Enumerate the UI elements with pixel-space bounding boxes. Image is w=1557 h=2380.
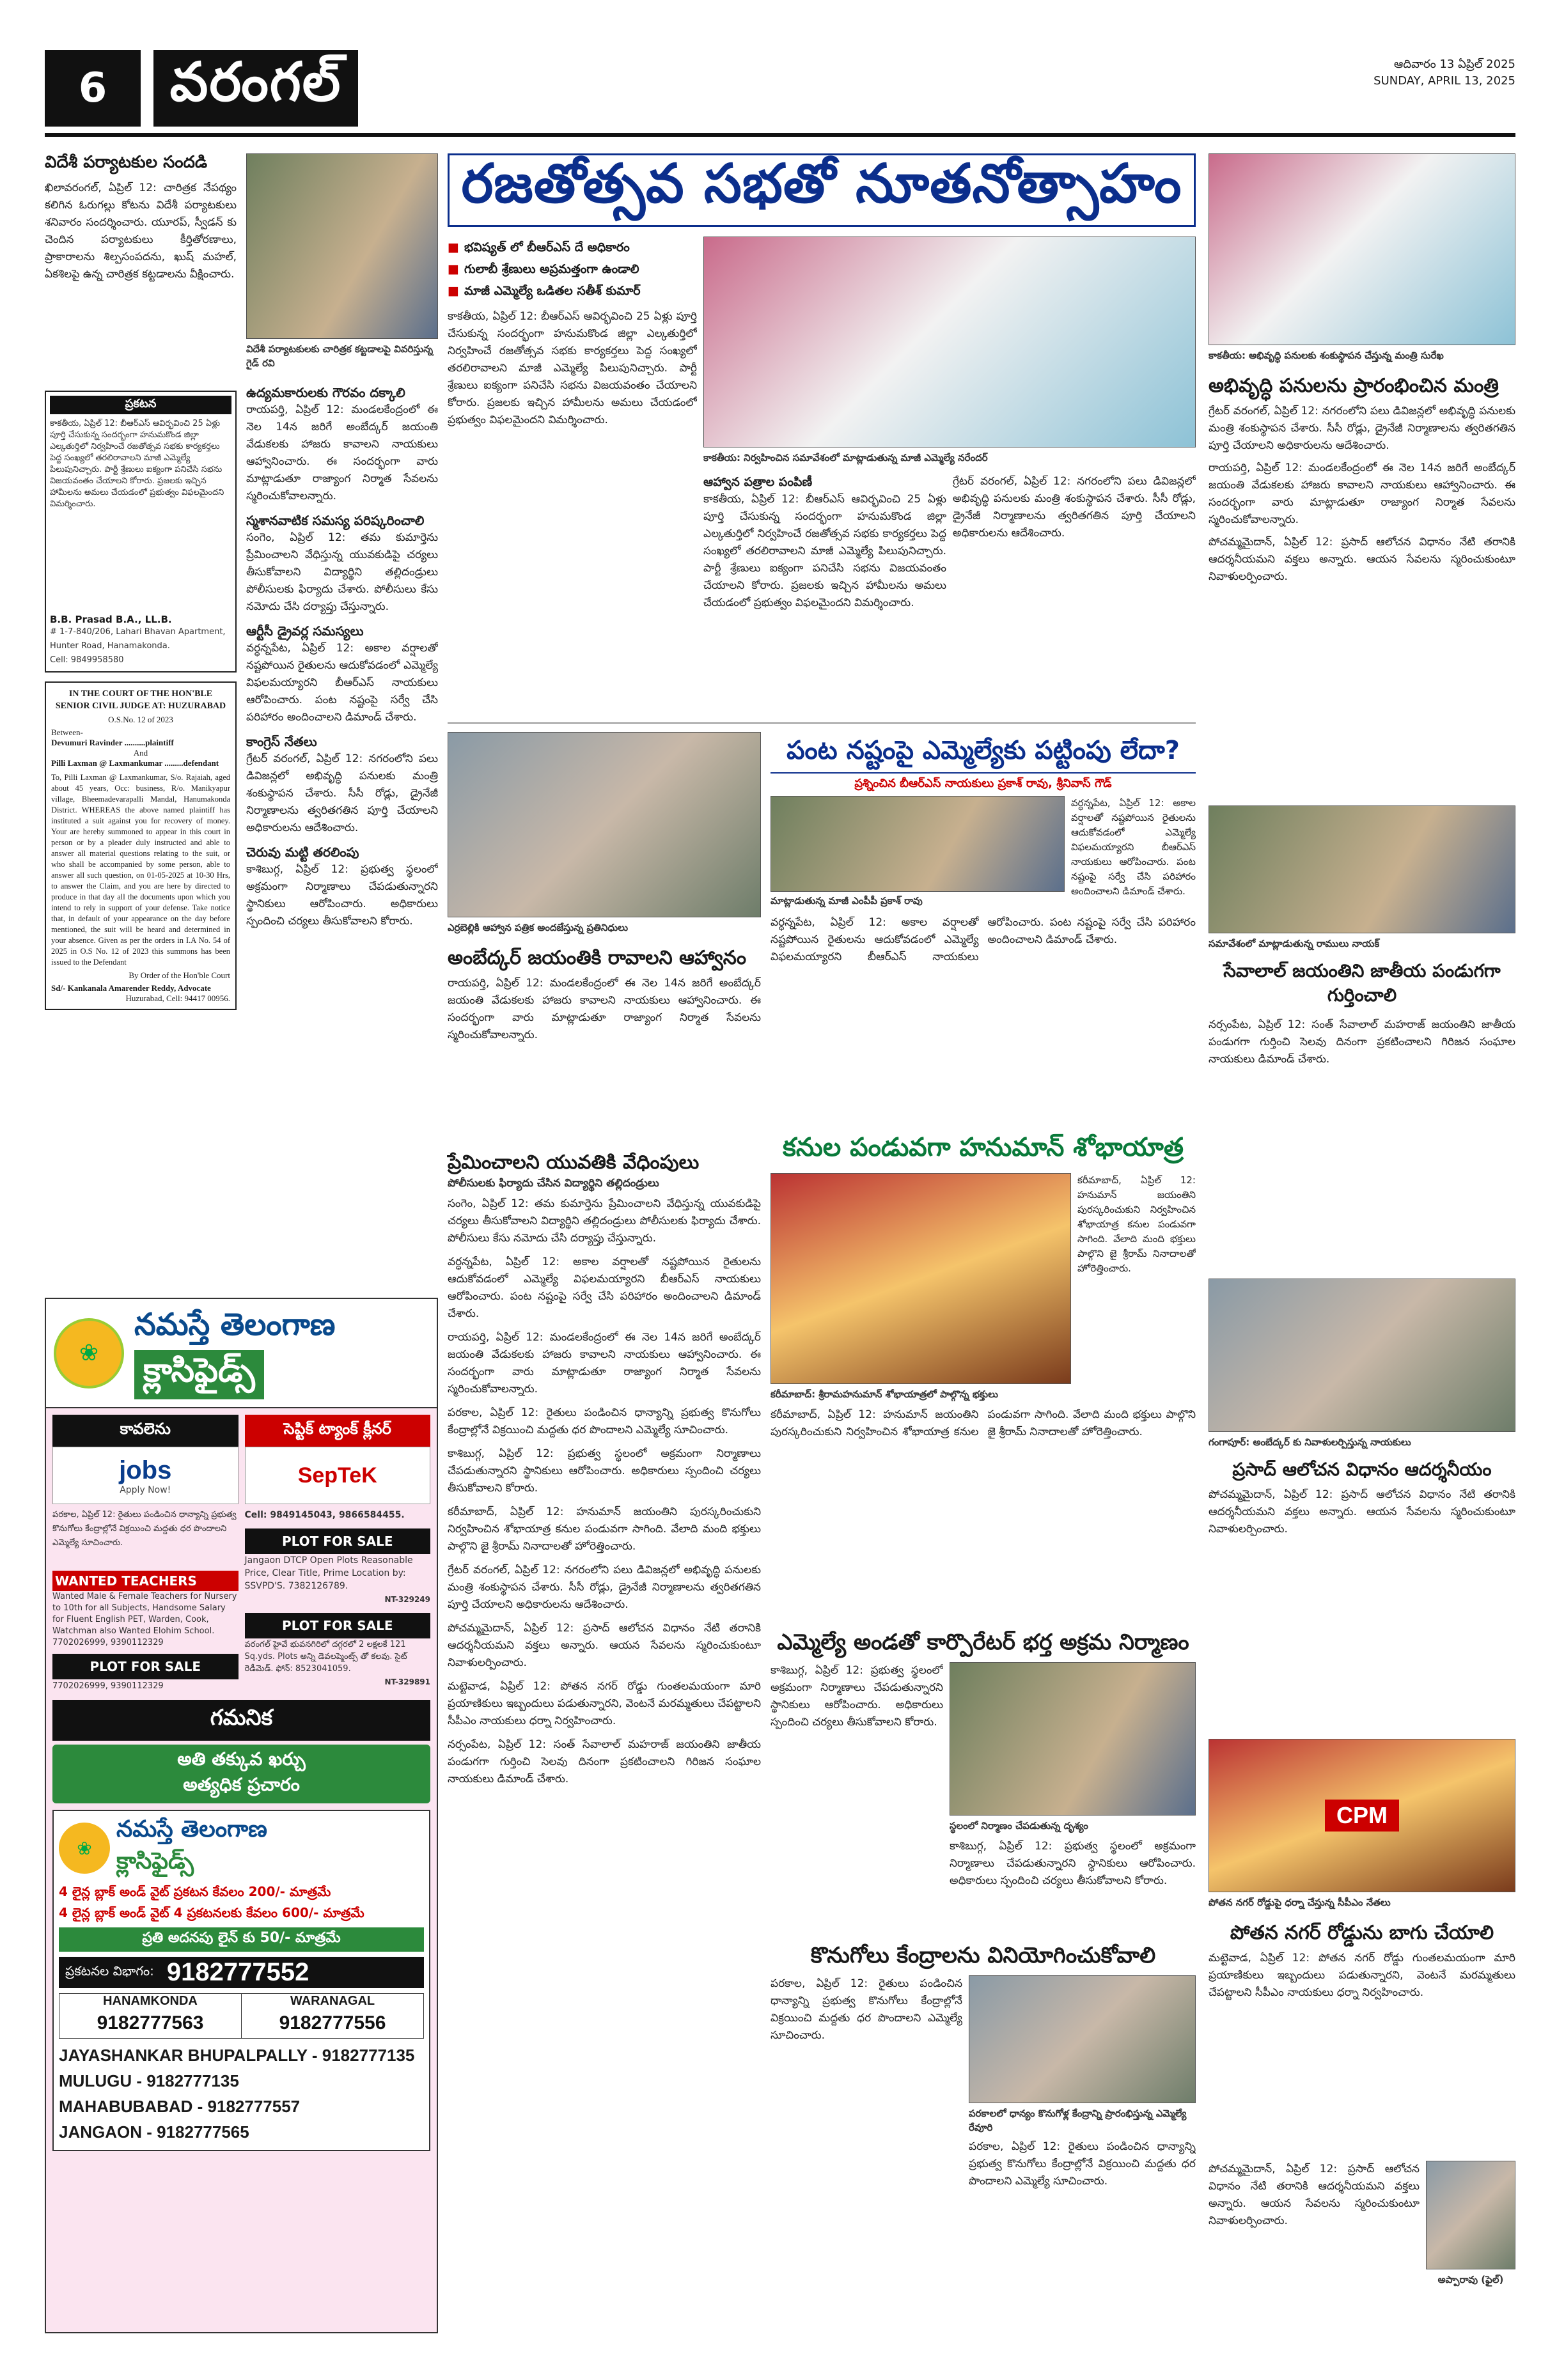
- court-body: To, Pilli Laxman @ Laxmankumar, S/o. Rajaiah, aged about 45 years, Occ: business, R/o. Manikyapur village, Bheemadevarapalli Mandal, Hanumakonda District. WHEREAS the above named plaintiff has instituted a suit against you for recovery of money. Your are hereby summoned to appear in this court in person or by a pleader duly instructed and able to answer all material questions relating to the suit, or who shall be accompanied by some person, able to answer all such question, on 01-05-2025 at 10-30 Hrs, to answer the Claim, and you are here by directed to produce in that day all the documents upon which you intend to rely in support of your defense. Take notice that, in default of your appearance on the day before mentioned, the suit will be heard and determined in your absence. Given as per the orders in I.A No. 54 of 2025 in O.S No. 12 of 2023 this summons has been issued to the Defendant: [51, 773, 230, 967]
- rates-logo-icon: ❀: [59, 1823, 110, 1874]
- paragraph: వర్ధన్నపేట, ఏప్రిల్ 12: అకాల వర్షాలతో నష్టపోయిన రైతులను ఆదుకోవడంలో ఎమ్మెల్యే విఫలమయ్యారని బీఆర్ఎస్ నాయకులు ఆరోపించారు. పంట నష్టంపై సర్వే చేసి పరిహారం అందించాలని డిమాండ్ చేశారు.: [448, 1256, 761, 1320]
- paragraph: పోచమ్మమైదాన్, ఏప్రిల్ 12: ప్రసాద్ ఆలోచన విధానం నేటి తరానికి ఆదర్శనీయమని వక్తలు అన్నారు. ఆయన సేవలను స్మరించుకుంటూ నివాళులర్పించారు.: [448, 1622, 761, 1669]
- septic-logo: [245, 1447, 431, 1504]
- lead-photo-caption: కాకతీయ: నిర్వహించిన సమావేశంలో మాట్లాడుతున్న మాజీ ఎమ్మెల్యే నరేందర్: [703, 452, 988, 463]
- jobs-logo-text: jobs: [119, 1456, 172, 1484]
- court-order: By Order of the Hon'ble Court: [129, 970, 230, 980]
- story-minister: [1209, 403, 1515, 799]
- wanted-heading: WANTED TEACHERS: [52, 1571, 239, 1591]
- photo-cpm-dharna: [1209, 1739, 1515, 1892]
- caption-illegal-construction: స్థలంలో నిర్మాణం చేపడుతున్న దృశ్యం: [950, 1820, 1088, 1832]
- dept-phone: 9182777552: [166, 1958, 309, 1986]
- headline-minister: అభివృద్ధి పనులను ప్రారంభించిన మంత్రి: [1209, 375, 1499, 397]
- story-sevalal: నర్సంపేట, ఏప్రిల్ 12: సంత్ సేవాలాల్ మహరాజ్ జయంతిని జాతీయ పండుగగా గుర్తించి సెలవు దినంగా ప్రకటించాలని గిరిజన సంఘాల నాయకులు డిమాండ్ చేశారు.: [1209, 1018, 1515, 1066]
- caption-crop-loss: మాట్లాడుతున్న మాజీ ఎంపీపీ ప్రకాశ్ రావు: [771, 895, 923, 906]
- story-hanuman-side: కరీమాబాద్, ఏప్రిల్ 12: హనుమాన్ జయంతిని పురస్కరించుకుని నిర్వహించిన శోభాయాత్ర కనుల పండువగా సాగింది. వేలాది మంది భక్తులు పాల్గొని జై శ్రీరామ్ నినాదాలతో హోరెత్తించారు.: [1077, 1174, 1196, 1274]
- cheap-tag: [52, 1745, 430, 1803]
- photo-illegal-construction: [950, 1662, 1196, 1816]
- text-block-3: వర్ధన్నపేట, ఏప్రిల్ 12: అకాల వర్షాలతో నష్టపోయిన రైతులను ఆదుకోవడంలో ఎమ్మెల్యే విఫలమయ్యారని బీఆర్ఎస్ నాయకులు ఆరోపించారు. పంట నష్టంపై సర్వే చేసి పరిహారం అందించాలని డిమాండ్ చేశారు.: [246, 642, 438, 724]
- left-column: [45, 150, 237, 1010]
- caption-minister: కాకతీయ: అభివృద్ధి పనులకు శంకుస్థాపన చేస్తున్న మంత్రి సురేఖ: [1209, 350, 1444, 361]
- rate-line-3: ప్రతి అదనపు లైన్ కు 50/- మాత్రమే: [59, 1927, 424, 1952]
- subhead-3: ఆర్టీసీ డ్రైవర్ల సమస్యలు: [246, 623, 364, 639]
- rates-brand-row: [59, 1816, 424, 1880]
- wanted-body: Wanted Male & Female Teachers for Nursery to 10th for all Subjects, Handsome Salary for Fluent English PET, Warden, Cook, Watchman also Wanted Elohim School. 7702026999, 9390112329: [52, 1592, 237, 1647]
- paragraph: గ్రేటర్ వరంగల్, ఏప్రిల్ 12: నగరంలోని పలు డివిజన్లలో అభివృద్ధి పనులకు మంత్రి శంకుస్థాపన చేశారు. సీసీ రోడ్లు, డ్రైనేజీ నిర్మాణాలను త్వరితగతిన పూర్తి చేయాలని అధికారులను ఆదేశించారు.: [1209, 405, 1515, 452]
- notice-strip: [46, 1700, 437, 1803]
- notice-label: ప్రకటన: [50, 396, 231, 414]
- headline-foreign-tourists: విదేశీ పర్యాటకుల సందడి: [45, 153, 208, 172]
- lead-bullets: [448, 237, 697, 519]
- caption-hanuman: కరీమాబాద్: శ్రీరామహనుమాన్ శోభాయాత్రలో పాల్గొన్న భక్తులు: [771, 1388, 998, 1400]
- lead-bullet: ■ గులాబీ శ్రేణులు అప్రమత్తంగా ఉండాలి: [448, 258, 697, 280]
- paragraph: పరకాల, ఏప్రిల్ 12: రైతులు పండించిన ధాన్యాన్ని ప్రభుత్వ కొనుగోలు కేంద్రాల్లోనే విక్రయించి మద్దతు ధర పొందాలని ఎమ్మెల్యే సూచించారు.: [448, 1406, 761, 1436]
- story-pothana-road: మట్టెవాడ, ఏప్రిల్ 12: పోతన నగర్ రోడ్డు గుంతలమయంగా మారి ప్రయాణికులు ఇబ్బందులు పడుతున్నారని, వెంటనే మరమ్మతులు చేపట్టాలని సీపీఎం నాయకులు ధర్నా నిర్వహించారు.: [1209, 1952, 1515, 1999]
- date-telugu: ఆదివారం 13 ఏప్రిల్ 2025: [1394, 58, 1515, 71]
- classifieds-section: [45, 1298, 438, 2333]
- septic-logo-text: SepTeK: [297, 1463, 377, 1488]
- photo-foreign-tourists: [246, 153, 438, 339]
- jobs-body: పరకాల, ఏప్రిల్ 12: రైతులు పండించిన ధాన్యాన్ని ప్రభుత్వ కొనుగోలు కేంద్రాల్లోనే విక్రయించి మద్దతు ధర పొందాలని ఎమ్మెల్యే సూచించారు.: [52, 1510, 237, 1548]
- paragraph: మట్టెవాడ, ఏప్రిల్ 12: పోతన నగర్ రోడ్డు గుంతలమయంగా మారి ప్రయాణికులు ఇబ్బందులు పడుతున్నారని, వెంటనే మరమ్మతులు చేపట్టాలని సీపీఎం నాయకులు ధర్నా నిర్వహించారు.: [448, 1680, 761, 1727]
- headline-sevalal: సేవాలాల్ జయంతిని జాతీయ పండుగగా గుర్తించాలి: [1223, 960, 1501, 1006]
- subhead-4: కాంగ్రెస్ నేతలు: [246, 734, 317, 749]
- paragraph: రాయపర్తి, ఏప్రిల్ 12: మండలకేంద్రంలో ఈ నెల 14న జరిగే అంబేద్కర్ జయంతి వేడుకలకు హాజరు కావాలని నాయకులు ఆహ్వానించారు. ఈ సందర్భంగా వారు మాట్లాడుతూ రాజ్యాంగ నిర్మాత సేవలను స్మరించుకోవాలన్నారు.: [1209, 462, 1515, 526]
- lead-body-2: కాకతీయ, ఏప్రిల్ 12: బీఆర్ఎస్ ఆవిర్భవించి 25 ఏళ్లు పూర్తి చేసుకున్న సందర్భంగా హనుమకొండ జిల్లా ఎల్కతుర్తిలో నిర్వహించే రజతోత్సవ సభకు కార్యకర్తలు పెద్ద సంఖ్యలో తరలిరావాలని మాజీ ఎమ్మెల్యే పిలుపునిచ్చారు. పార్టీ శ్రేణులు ఐక్యంగా పనిచేసి సభను విజయవంతం చేయాలని కోరారు. ప్రజలకు ఇచ్చిన హామీలను అమలు చేయడంలో ప్రభుత్వం విఫలమైందని విమర్శించారు.: [703, 493, 946, 609]
- masthead-rule: [45, 133, 1515, 137]
- text-block-2: సంగెం, ఏప్రిల్ 12: తమ కుమార్తెను ప్రేమించాలని వేధిస్తున్న యువకుడిపై చర్యలు తీసుకోవాలని విద్యార్థిని తల్లిదండ్రులు పోలీసులకు ఫిర్యాదు చేశారు. పోలీసులు కేసు నమోదు చేసి దర్యాప్తు చేస్తున్నారు.: [246, 531, 438, 613]
- photo-minister: [1209, 153, 1515, 345]
- lead-body: కాకతీయ, ఏప్రిల్ 12: బీఆర్ఎస్ ఆవిర్భవించి 25 ఏళ్లు పూర్తి చేసుకున్న సందర్భంగా హనుమకొండ జిల్లా ఎల్కతుర్తిలో నిర్వహించే రజతోత్సవ సభకు కార్యకర్తలు పెద్ద సంఖ్యలో తరలిరావాలని మాజీ ఎమ్మెల్యే పిలుపునిచ్చారు. పార్టీ శ్రేణులు ఐక్యంగా పనిచేసి సభను విజయవంతం చేయాలని కోరారు. ప్రజలకు ఇచ్చిన హామీలను అమలు చేయడంలో ప్రభుత్వం విఫలమైందని విమర్శించారు.: [448, 310, 697, 426]
- paragraph: పోచమ్మమైదాన్, ఏప్రిల్ 12: ప్రసాద్ ఆలోచన విధానం నేటి తరానికి ఆదర్శనీయమని వక్తలు అన్నారు. ఆయన సేవలను స్మరించుకుంటూ నివాళులర్పించారు.: [1209, 536, 1515, 583]
- classifieds-title: క్లాసిఫైడ్స్: [134, 1350, 264, 1399]
- septic-ad: [245, 1415, 431, 1693]
- lead-body-col3: గ్రేటర్ వరంగల్, ఏప్రిల్ 12: నగరంలోని పలు డివిజన్లలో అభివృద్ధి పనులకు మంత్రి శంకుస్థాపన చేశారు. సీసీ రోడ్లు, డ్రైనేజీ నిర్మాణాలను త్వరితగతిన పూర్తి చేయాలని అధికారులను ఆదేశించారు.: [953, 475, 1196, 540]
- rate-line-1: 4 లైన్ల బ్లాక్ అండ్ వైట్ ప్రకటన కేవలం 200/- మాత్రమే: [59, 1884, 331, 1899]
- caption-cpm-dharna: పోతన నగర్ రోడ్డుపై ధర్నా చేస్తున్న సీపీఎం నేతలు: [1209, 1897, 1391, 1908]
- story-harassment: [448, 1195, 761, 2333]
- court-sign: Sd/- Kankanala Amarender Reddy, Advocate: [51, 983, 211, 993]
- dept-label: ప్రకటనల విభాగం:: [65, 1963, 154, 1979]
- subhead-crop-loss: ప్రశ్నించిన బీఆర్ఎస్ నాయకులు ప్రకాశ్ రావు, శ్రీనివాస్ గౌడ్: [854, 777, 1112, 790]
- story-hanuman: కరీమాబాద్, ఏప్రిల్ 12: హనుమాన్ జయంతిని పురస్కరించుకుని నిర్వహించిన శోభాయాత్ర కనుల పండువగా సాగింది. వేలాది మంది భక్తులు పాల్గొని జై శ్రీరామ్ నినాదాలతో హోరెత్తించారు.: [771, 1408, 1196, 1438]
- plot3-heading: PLOT FOR SALE: [245, 1613, 431, 1638]
- caption-foreign-tourists: విదేశీ పర్యాటకులకు చారిత్రక కట్టడాలపై వివరిస్తున్న గైడ్ రవి: [246, 343, 434, 369]
- headline-pothana-road: పోతన నగర్ రోడ్డును బాగు చేయాలి: [1230, 1922, 1494, 1944]
- district-row: MULUGU - 9182777135: [59, 2071, 239, 2090]
- lead-headline-box: [448, 153, 1196, 227]
- story-foreign-tourists: ఖిలావరంగల్, ఏప్రిల్ 12: చారిత్రక నేపథ్యం కలిగిన ఓరుగల్లు కోటను విదేశీ పర్యాటకులు శనివారం సందర్శించారు. యూరప్, స్వీడన్ కు చెందిన పర్యాటకులు కీర్తితోరణాలు, ప్రాకారాలను శిల్పసంపదను, ఖుష్ మహల్, ఏకశిలపై ఉన్న చారిత్రక కట్టడాలను వీక్షించారు.: [45, 182, 237, 281]
- section-title: వరంగల్: [153, 50, 358, 127]
- text-block-1: రాయపర్తి, ఏప్రిల్ 12: మండలకేంద్రంలో ఈ నెల 14న జరిగే అంబేద్కర్ జయంతి వేడుకలకు హాజరు కావాలని నాయకులు ఆహ్వానించారు. ఈ సందర్భంగా వారు మాట్లాడుతూ రాజ్యాంగ నిర్మాత సేవలను స్మరించుకోవాలన్నారు.: [246, 403, 438, 502]
- crop-loss-headline-box: [771, 735, 1196, 774]
- lead-headline: రజతోత్సవ సభతో నూతనోత్సాహం: [461, 152, 1182, 215]
- district-row: JAYASHANKAR BHUPALPALLY - 9182777135: [59, 2046, 415, 2065]
- story-procurement-a: పరకాల, ఏప్రిల్ 12: రైతులు పండించిన ధాన్యాన్ని ప్రభుత్వ కొనుగోలు కేంద్రాల్లోనే విక్రయించి మద్దతు ధర పొందాలని ఎమ్మెల్యే సూచించారు.: [771, 1977, 962, 2042]
- district-list: [59, 2042, 424, 2145]
- caption-procurement: పరకాలలో ధాన్యం కొనుగోళ్ల కేంద్రాన్ని ప్రారంభిస్తున్న ఎమ్మెల్యే రేవూరి: [969, 2108, 1187, 2133]
- caption-invitation: ఎర్రబెల్లికి ఆహ్వాన పత్రిక అందజేస్తున్న ప్రతినిధులు: [448, 922, 629, 933]
- plot2-heading: PLOT FOR SALE: [245, 1528, 431, 1554]
- classifieds-logo-icon: ❀: [54, 1318, 124, 1388]
- caption-sevalal: సమావేశంలో మాట్లాడుతున్న రాములు నాయక్: [1209, 938, 1380, 949]
- notice-heading: గమనిక: [52, 1700, 430, 1741]
- paragraph: కాశిబుగ్గ, ఏప్రిల్ 12: ప్రభుత్వ స్థలంలో అక్రమంగా నిర్మాణాలు చేపడుతున్నారని స్థానికులు ఆరోపించారు. అధికారులు స్పందించి చర్యలు తీసుకోవాలని కోరారు.: [448, 1447, 761, 1495]
- photo-procurement: [969, 1975, 1196, 2103]
- date-english: SUNDAY, APRIL 13, 2025: [1373, 74, 1515, 88]
- rates-brand: నమస్తే తెలంగాణ: [116, 1816, 267, 1842]
- left-second-column: [246, 384, 438, 1285]
- story-illegal-construction-a: కాశిబుగ్గ, ఏప్రిల్ 12: ప్రభుత్వ స్థలంలో అక్రమంగా నిర్మాణాలు చేపడుతున్నారని స్థానికులు ఆరోపించారు. అధికారులు స్పందించి చర్యలు తీసుకోవాలని కోరారు.: [771, 1664, 943, 1729]
- text-block-5: కాశిబుగ్గ, ఏప్రిల్ 12: ప్రభుత్వ స్థలంలో అక్రమంగా నిర్మాణాలు చేపడుతున్నారని స్థానికులు ఆరోపించారు. అధికారులు స్పందించి చర్యలు తీసుకోవాలని కోరారు.: [246, 863, 438, 928]
- story-illegal-construction-b: కాశిబుగ్గ, ఏప్రిల్ 12: ప్రభుత్వ స్థలంలో అక్రమంగా నిర్మాణాలు చేపడుతున్నారని స్థానికులు ఆరోపించారు. అధికారులు స్పందించి చర్యలు తీసుకోవాలని కోరారు.: [950, 1840, 1196, 1887]
- rates-title: క్లాసిఫైడ్స్: [116, 1848, 194, 1874]
- paragraph: రాయపర్తి, ఏప్రిల్ 12: మండలకేంద్రంలో ఈ నెల 14న జరిగే అంబేద్కర్ జయంతి వేడుకలకు హాజరు కావాలని నాయకులు ఆహ్వానించారు. ఈ సందర్భంగా వారు మాట్లాడుతూ రాజ్యాంగ నిర్మాత సేవలను స్మరించుకోవాలన్నారు.: [448, 1331, 761, 1396]
- paragraph: సంగెం, ఏప్రిల్ 12: తమ కుమార్తెను ప్రేమించాలని వేధిస్తున్న యువకుడిపై చర్యలు తీసుకోవాలని విద్యార్థిని తల్లిదండ్రులు పోలీసులకు ఫిర్యాదు చేశారు. పోలీసులు కేసు నమోదు చేసి దర్యాప్తు చేస్తున్నారు.: [448, 1197, 761, 1245]
- caption-obituary: అప్పారావు (ఫైల్): [1437, 2274, 1504, 2285]
- court-os: O.S.No. 12 of 2023: [108, 715, 173, 724]
- office-name: WARANAGAL: [290, 1994, 375, 2008]
- plot1-phone: 7702026999, 9390112329: [52, 1681, 164, 1691]
- headline-hanuman: కనుల పండువగా హనుమాన్ శోభాయాత్ర: [783, 1133, 1184, 1162]
- text-block-4: గ్రేటర్ వరంగల్, ఏప్రిల్ 12: నగరంలోని పలు డివిజన్లలో అభివృద్ధి పనులకు మంత్రి శంకుస్థాపన చేశారు. సీసీ రోడ్లు, డ్రైనేజీ నిర్మాణాలను త్వరితగతిన పూర్తి చేయాలని అధికారులను ఆదేశించారు.: [246, 752, 438, 834]
- notice-advocate: B.B. Prasad B.A., LL.B.: [50, 614, 172, 625]
- lead-subhead: ఆహ్వాన పత్రాల పంపిణీ: [703, 475, 813, 489]
- legal-notice: [45, 391, 237, 673]
- photo-invitation: [448, 732, 761, 917]
- court-and: And: [133, 748, 148, 758]
- page-number: 6: [45, 50, 141, 127]
- photo-obituary: [1426, 2161, 1515, 2269]
- rate-line-2: 4 లైన్ల బ్లాక్ అండ్ వైట్ 4 ప్రకటనలకు కేవలం 600/- మాత్రమే: [59, 1905, 364, 1920]
- headline-crop-loss: పంట నష్టంపై ఎమ్మెల్యేకు పట్టింపు లేదా?: [786, 736, 1180, 765]
- subhead-harassment: పోలీసులకు ఫిర్యాదు చేసిన విద్యార్థిని తల్లిదండ్రులు: [448, 1177, 659, 1190]
- story-obituary: పోచమ్మమైదాన్, ఏప్రిల్ 12: ప్రసాద్ ఆలోచన విధానం నేటి తరానికి ఆదర్శనీయమని వక్తలు అన్నారు. ఆయన సేవలను స్మరించుకుంటూ నివాళులర్పించారు.: [1209, 2163, 1420, 2227]
- classifieds-brand: నమస్తే తెలంగాణ: [134, 1307, 336, 1342]
- court-between: Between-: [51, 727, 83, 737]
- dateline: [1373, 56, 1515, 89]
- office-waranagal: [242, 1994, 423, 2038]
- photo-sevalal: [1209, 805, 1515, 933]
- court-title: IN THE COURT OF THE HON'BLE SENIOR CIVIL JUDGE AT: HUZURABAD: [55, 689, 226, 711]
- office-hanamkonda: [59, 1994, 242, 2038]
- district-row: JANGAON - 9182777565: [59, 2122, 249, 2142]
- lead-photo: [703, 237, 1196, 447]
- district-row: MAHABUBABAD - 9182777557: [59, 2097, 301, 2116]
- photo-crop-loss: [771, 796, 1065, 892]
- paragraph: నర్సంపేట, ఏప్రిల్ 12: సంత్ సేవాలాల్ మహరాజ్ జయంతిని జాతీయ పండుగగా గుర్తించి సెలవు దినంగా ప్రకటించాలని గిరిజన సంఘాల నాయకులు డిమాండ్ చేశారు.: [448, 1738, 761, 1785]
- lead-bullet: ■ భవిష్యత్ లో బీఆర్ఎస్ దే అధికారం: [448, 237, 697, 258]
- notice-address: # 1-7-840/206, Lahari Bhavan Apartment, Hunter Road, Hanamakonda.: [50, 627, 226, 651]
- headline-procurement: కొనుగోలు కేంద్రాలను వినియోగించుకోవాలి: [810, 1943, 1156, 1968]
- office-name: HANAMKONDA: [103, 1994, 198, 2008]
- cheap-line-1: అతి తక్కువ ఖర్చు: [177, 1748, 306, 1769]
- story-crop-loss-side: వర్ధన్నపేట, ఏప్రిల్ 12: అకాల వర్షాలతో నష్టపోయిన రైతులను ఆదుకోవడంలో ఎమ్మెల్యే విఫలమయ్యారని బీఆర్ఎస్ నాయకులు ఆరోపించారు. పంట నష్టంపై సర్వే చేసి పరిహారం అందించాలని డిమాండ్ చేశారు.: [1071, 797, 1196, 897]
- court-defendant: Pilli Laxman @ Laxmankumar .........defendant: [51, 758, 219, 768]
- offices-row: [59, 1993, 424, 2039]
- story-procurement-b: పరకాల, ఏప్రిల్ 12: రైతులు పండించిన ధాన్యాన్ని ప్రభుత్వ కొనుగోలు కేంద్రాల్లోనే విక్రయించి మద్దతు ధర పొందాలని ఎమ్మెల్యే సూచించారు.: [969, 2140, 1196, 2188]
- jobs-logo-sub: Apply Now!: [120, 1484, 171, 1495]
- notice-cell: Cell: 9849958580: [50, 655, 124, 665]
- jobs-logo: [52, 1447, 239, 1504]
- story-prasad: పోచమ్మమైదాన్, ఏప్రిల్ 12: ప్రసాద్ ఆలోచన విధానం నేటి తరానికి ఆదర్శనీయమని వక్తలు అన్నారు. ఆయన సేవలను స్మరించుకుంటూ నివాళులర్పించారు.: [1209, 1488, 1515, 1536]
- lead-bullet: ■ మాజీ ఎమ్మెల్యే ఒడితల సతీశ్ కుమార్: [448, 280, 697, 302]
- office-phone: 9182777563: [97, 2012, 204, 2034]
- headline-ambedkar: అంబేద్కర్ జయంతికి రావాలని ఆహ్వానం: [448, 947, 747, 969]
- caption-prasad: గంగాపూర్: అంబేద్కర్ కు నివాళులర్పిస్తున్న నాయకులు: [1209, 1436, 1411, 1448]
- court-summons: [45, 681, 237, 1010]
- paragraph: కరీమాబాద్, ఏప్రిల్ 12: హనుమాన్ జయంతిని పురస్కరించుకుని నిర్వహించిన శోభాయాత్ర కనుల పండువగా సాగింది. వేలాది మంది భక్తులు పాల్గొని జై శ్రీరామ్ నినాదాలతో హోరెత్తించారు.: [448, 1505, 761, 1553]
- classifieds-grid-top: [46, 1408, 437, 1700]
- hanuman-headline-box: [771, 1132, 1196, 1170]
- photo-hanuman: [771, 1173, 1071, 1384]
- headline-illegal-construction: ఎమ్మెల్యే అండతో కార్పొరేటర్ భర్త అక్రమ నిర్మాణం: [777, 1629, 1189, 1655]
- subhead-5: చెరువు మట్టి తరలింపు: [246, 844, 359, 860]
- plot2-code: NT-329249: [384, 1595, 430, 1604]
- rates-box: [52, 1810, 430, 2151]
- plot3-body: వరంగల్ హైవే భువనగిరిలో దగ్గరలో 2 లక్షలకే 121 Sq.yds. Plots అన్ని డెవలప్మెంట్స్ తో కలవు. సైట్ రెడీమెడ్. ఫోన్: 8523041059.: [244, 1640, 407, 1674]
- court-plaintiff: Devumuri Ravinder ..........plaintiff: [51, 738, 174, 747]
- story-crop-loss: వర్ధన్నపేట, ఏప్రిల్ 12: అకాల వర్షాలతో నష్టపోయిన రైతులను ఆదుకోవడంలో ఎమ్మెల్యే విఫలమయ్యారని బీఆర్ఎస్ నాయకులు ఆరోపించారు. పంట నష్టంపై సర్వే చేసి పరిహారం అందించాలని డిమాండ్ చేశారు.: [771, 916, 1196, 963]
- dept-row: [59, 1957, 424, 1988]
- septic-heading: సెప్టిక్ ట్యాంక్ క్లీనర్: [245, 1415, 431, 1447]
- plot3-code: NT-329891: [384, 1677, 430, 1686]
- jobs-ad: [52, 1415, 239, 1693]
- photo-prasad: [1209, 1279, 1515, 1432]
- cheap-line-2: అత్యధిక ప్రచారం: [183, 1774, 300, 1795]
- office-phone: 9182777556: [279, 2012, 386, 2034]
- notice-body: కాకతీయ, ఏప్రిల్ 12: బీఆర్ఎస్ ఆవిర్భవించి 25 ఏళ్లు పూర్తి చేసుకున్న సందర్భంగా హనుమకొండ జిల్లా ఎల్కతుర్తిలో నిర్వహించే రజతోత్సవ సభకు కార్యకర్తలు పెద్ద సంఖ్యలో తరలిరావాలని మాజీ ఎమ్మెల్యే పిలుపునిచ్చారు. పార్టీ శ్రేణులు ఐక్యంగా పనిచేసి సభను విజయవంతం చేయాలని కోరారు. ప్రజలకు ఇచ్చిన హామీలను అమలు చేయడంలో ప్రభుత్వం విఫలమైందని విమర్శించారు.: [50, 419, 224, 509]
- subhead-2: స్మశానవాటిక సమస్య పరిష్కరించాలి: [246, 513, 425, 528]
- court-place: Huzurabad, Cell: 94417 00956.: [125, 993, 230, 1003]
- jobs-heading: కావలెను: [52, 1415, 239, 1447]
- lead-body-col2: [703, 473, 946, 716]
- separator: [448, 722, 1196, 724]
- septic-phone: Cell: 9849145043, 9866584455.: [244, 1510, 405, 1520]
- plot1-heading: PLOT FOR SALE: [52, 1654, 239, 1679]
- classifieds-header: [46, 1299, 437, 1408]
- headline-harassment: ప్రేమించాలని యువతికి వేధింపులు: [448, 1151, 700, 1174]
- cpm-banner: CPM: [1325, 1800, 1399, 1832]
- subhead-1: ఉద్యమకారులకు గౌరవం దక్కాలి: [246, 385, 405, 400]
- headline-prasad: ప్రసాద్ ఆలోచన విధానం ఆదర్శనీయం: [1232, 1459, 1492, 1480]
- masthead: [45, 43, 1515, 139]
- plot2-body: Jangaon DTCP Open Plots Reasonable Price, Clear Title, Prime Location by: SSVPD'S. 7382126789.: [244, 1555, 413, 1591]
- paragraph: గ్రేటర్ వరంగల్, ఏప్రిల్ 12: నగరంలోని పలు డివిజన్లలో అభివృద్ధి పనులకు మంత్రి శంకుస్థాపన చేశారు. సీసీ రోడ్లు, డ్రైనేజీ నిర్మాణాలను త్వరితగతిన పూర్తి చేయాలని అధికారులను ఆదేశించారు.: [448, 1564, 761, 1611]
- story-ambedkar: రాయపర్తి, ఏప్రిల్ 12: మండలకేంద్రంలో ఈ నెల 14న జరిగే అంబేద్కర్ జయంతి వేడుకలకు హాజరు కావాలని నాయకులు ఆహ్వానించారు. ఈ సందర్భంగా వారు మాట్లాడుతూ రాజ్యాంగ నిర్మాత సేవలను స్మరించుకోవాలన్నారు.: [448, 977, 761, 1041]
